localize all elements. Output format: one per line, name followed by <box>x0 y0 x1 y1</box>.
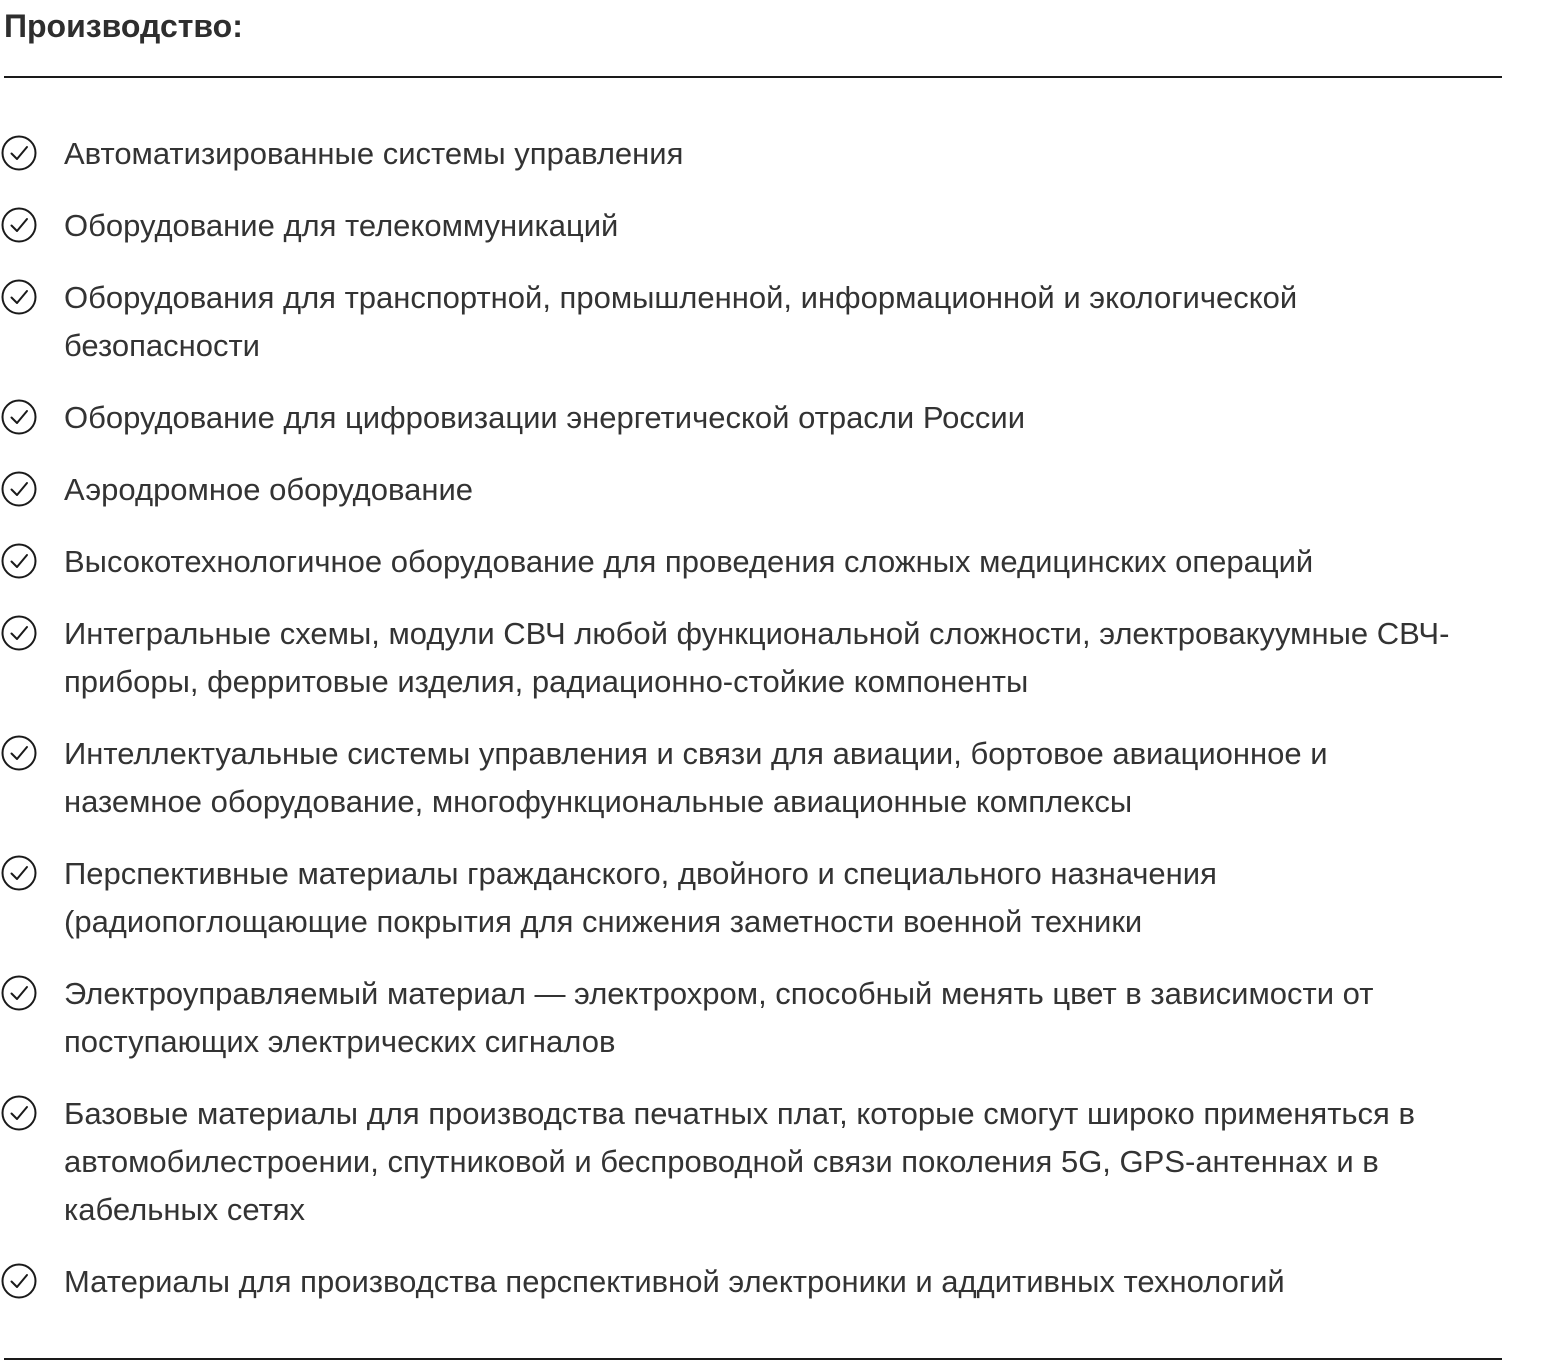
list-item-line: Автоматизированные системы управления <box>64 136 684 171</box>
list-item-text <box>64 466 1554 514</box>
list-item-line: приборы, ферритовые изделия, радиационно-стойкие компоненты <box>64 664 1029 699</box>
check-circle-icon <box>0 614 38 652</box>
list-item-text <box>64 850 1554 946</box>
check-circle-icon <box>0 854 38 892</box>
check-circle-icon <box>0 206 38 244</box>
list-item-text <box>64 1258 1554 1306</box>
list-item-line: Интеллектуальные системы управления и связи для авиации, бортовое авиационное и <box>64 736 1328 771</box>
list-item-line: Интегральные схемы, модули СВЧ любой функциональной сложности, электровакуумные СВЧ- <box>64 616 1450 651</box>
list-item-line: автомобилестроении, спутниковой и беспроводной связи поколения 5G, GPS-антеннах и в <box>64 1144 1379 1179</box>
list-item-line: наземное оборудование, многофункциональные авиационные комплексы <box>64 784 1133 819</box>
bottom-divider <box>4 1358 1502 1360</box>
check-circle-icon <box>0 1094 38 1132</box>
list-item-text <box>64 202 1554 250</box>
section-title: Производство: <box>4 8 243 44</box>
list-item-line: Базовые материалы для производства печатных плат, которые смогут широко применяться в <box>64 1096 1415 1131</box>
check-circle-icon <box>0 470 38 508</box>
check-circle-icon <box>0 734 38 772</box>
check-circle-icon <box>0 1262 38 1300</box>
list-item-line: Электроуправляемый материал — электрохром, способный менять цвет в зависимости от <box>64 976 1374 1011</box>
list-item-line: Перспективные материалы гражданского, двойного и специального назначения <box>64 856 1217 891</box>
list-item-line: кабельных сетях <box>64 1192 306 1227</box>
check-circle-icon <box>0 134 38 172</box>
list-item-text <box>64 274 1554 370</box>
list-item-line: Высокотехнологичное оборудование для проведения сложных медицинских операций <box>64 544 1314 579</box>
list-item-text <box>64 130 1554 178</box>
list-item-text <box>64 538 1554 586</box>
list-item-line: Оборудование для телекоммуникаций <box>64 208 619 243</box>
top-divider <box>4 76 1502 78</box>
list-item-line: поступающих электрических сигналов <box>64 1024 616 1059</box>
list-item-line: безопасности <box>64 328 260 363</box>
check-circle-icon <box>0 398 38 436</box>
check-circle-icon <box>0 974 38 1012</box>
check-circle-icon <box>0 278 38 316</box>
list-item-line: Материалы для производства перспективной электроники и аддитивных технологий <box>64 1264 1285 1299</box>
list-item-text <box>64 730 1554 826</box>
list-item-text <box>64 1090 1554 1234</box>
list-item-line: Аэродромное оборудование <box>64 472 474 507</box>
list-item-line: Оборудование для цифровизации энергетической отрасли России <box>64 400 1026 435</box>
list-item-text <box>64 394 1554 442</box>
list-item-text <box>64 610 1554 706</box>
list-item-line: (радиопоглощающие покрытия для снижения заметности военной техники <box>64 904 1143 939</box>
list-item-line: Оборудования для транспортной, промышленной, информационной и экологической <box>64 280 1298 315</box>
check-circle-icon <box>0 542 38 580</box>
list-item-text <box>64 970 1554 1066</box>
